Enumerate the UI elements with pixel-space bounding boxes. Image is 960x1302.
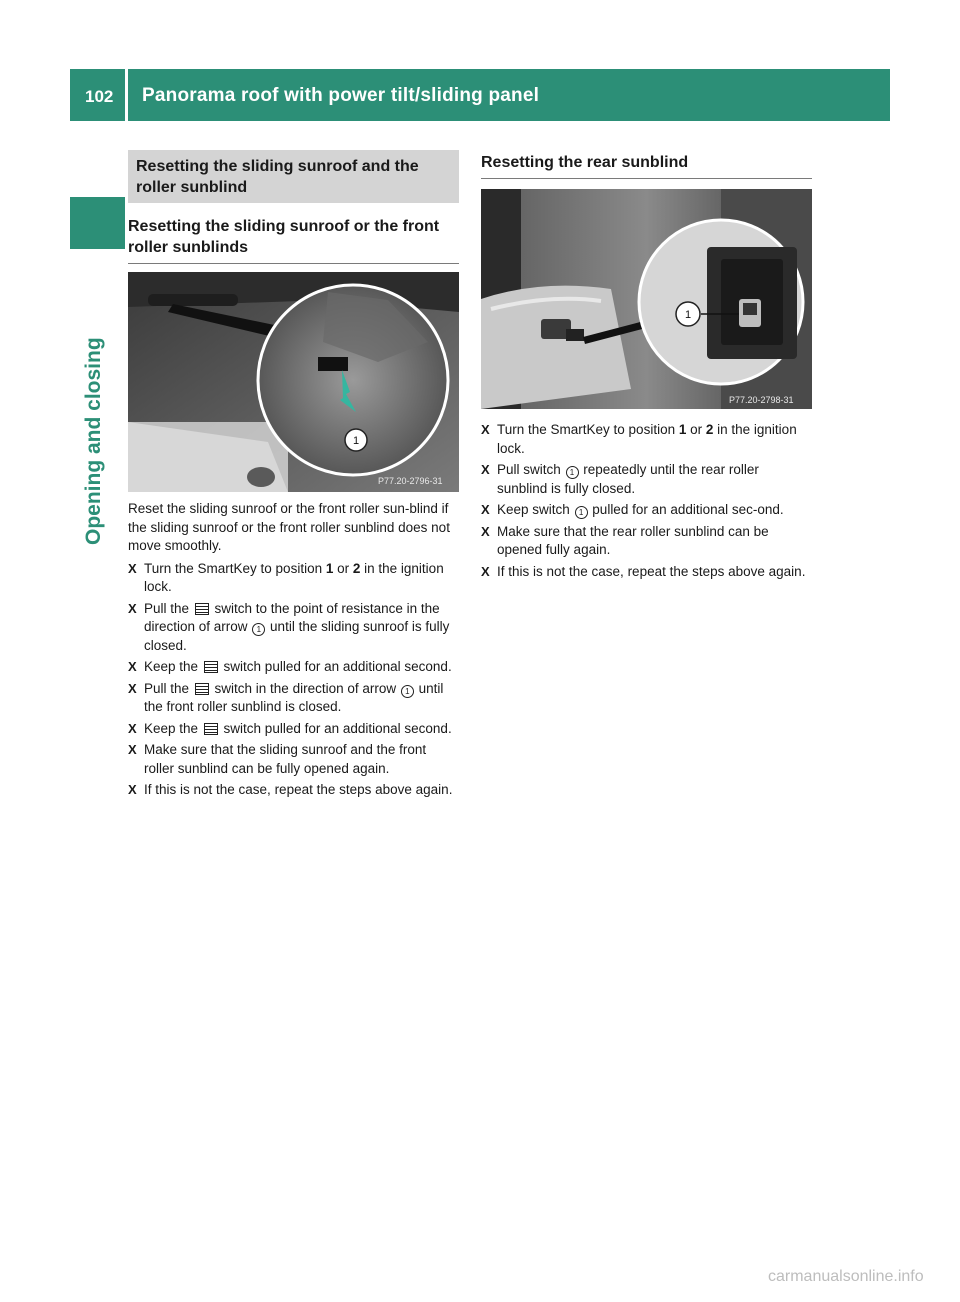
list-item (481, 501, 812, 520)
step-text: Keep the (144, 720, 202, 736)
step-text: until the sliding sunroof is fully closed. (144, 619, 450, 653)
step-text: in the ignition lock. (497, 422, 797, 456)
callout-icon: 1 (252, 623, 265, 636)
step-text: switch pulled for an additional second. (219, 659, 452, 674)
list-item (481, 563, 812, 582)
step-marker: X (128, 782, 137, 797)
step-text: If this is not the case, repeat the steps above again. (144, 782, 453, 797)
page-title: Panorama roof with power tilt/sliding panel (128, 69, 890, 121)
step-text: Pull switch (497, 462, 565, 477)
list-item (128, 560, 459, 597)
image-code: P77.20-2798-31 (729, 395, 794, 405)
step-text: until the front roller sunblind is closed. (144, 680, 444, 714)
rear-sunblind-switch-photo (481, 189, 812, 409)
subsection-heading-front: Resetting the sliding sunroof or the front roller sunblinds (128, 216, 459, 264)
section-heading: Resetting the sliding sunroof and the roller sunblind (128, 150, 459, 203)
step-text: Turn the SmartKey to position (497, 422, 679, 437)
position-number: 1 (678, 422, 687, 437)
section-tab-marker (70, 197, 125, 249)
step-text: If this is not the case, repeat the steps above again. (497, 563, 806, 579)
section-label-text: Opening and closing (82, 337, 105, 545)
step-text: Make sure that the rear roller sunblind can be opened fully again. (497, 523, 769, 557)
step-text: Keep switch (497, 502, 574, 517)
callout-icon: 1 (401, 685, 414, 698)
step-marker: X (481, 502, 490, 517)
step-text: or (686, 422, 706, 437)
step-text: switch pulled for an additional second. (219, 720, 452, 736)
step-marker: X (128, 742, 137, 757)
image-code: P77.20-2796-31 (378, 476, 443, 486)
step-marker: X (481, 563, 490, 579)
list-item (128, 600, 459, 656)
list-item (481, 461, 812, 498)
callout-icon: 1 (575, 506, 588, 519)
step-marker: X (128, 720, 137, 736)
left-column (128, 150, 459, 803)
step-marker: X (128, 600, 137, 616)
callout-number: 1 (352, 435, 360, 447)
sunblind-switch-icon (195, 683, 209, 695)
step-list (128, 560, 459, 800)
step-text: Keep the (144, 659, 202, 674)
callout-number: 1 (684, 309, 692, 321)
watermark: carmanualsonline.info (768, 1268, 924, 1285)
right-column (481, 150, 812, 584)
step-text: switch to the point of resistance in the direction of arrow (144, 600, 440, 634)
step-text: Pull the (144, 680, 193, 696)
step-text: Pull the (144, 600, 193, 616)
position-number: 2 (352, 560, 361, 576)
step-text: Make sure that the sliding sunroof and the front roller sunblind can be fully opened again. (144, 742, 427, 776)
sunblind-switch-icon (204, 661, 218, 673)
step-marker: X (481, 422, 490, 437)
step-text: or (333, 560, 353, 576)
list-item (128, 658, 459, 677)
step-list (481, 421, 812, 581)
step-marker: X (481, 462, 490, 477)
step-marker: X (128, 680, 137, 696)
step-text: repeatedly until the rear roller sunblind is fully closed. (497, 462, 759, 496)
position-number: 2 (705, 422, 714, 437)
step-text: in the ignition lock. (144, 560, 444, 594)
step-text: switch in the direction of arrow (210, 680, 400, 696)
list-item (481, 523, 812, 560)
step-marker: X (128, 659, 137, 674)
list-item (128, 741, 459, 778)
callout-icon: 1 (566, 466, 579, 479)
list-item (128, 680, 459, 717)
intro-text: Reset the sliding sunroof or the front roller sun-blind if the sliding sunroof or the front roller sunblind does not move smoothly. (128, 501, 450, 553)
sunblind-switch-icon (195, 603, 209, 615)
list-item (128, 720, 459, 739)
page-number: 102 (70, 69, 125, 121)
sunroof-switch-photo (128, 272, 459, 492)
position-number: 1 (325, 560, 334, 576)
step-text: pulled for an additional sec-ond. (588, 502, 784, 517)
list-item (128, 781, 459, 800)
step-text: Turn the SmartKey to position (144, 560, 326, 576)
subsection-heading-rear: Resetting the rear sunblind (481, 152, 812, 179)
step-marker: X (128, 560, 137, 576)
step-marker: X (481, 523, 490, 539)
list-item (481, 421, 812, 458)
sunblind-switch-icon (204, 723, 218, 735)
